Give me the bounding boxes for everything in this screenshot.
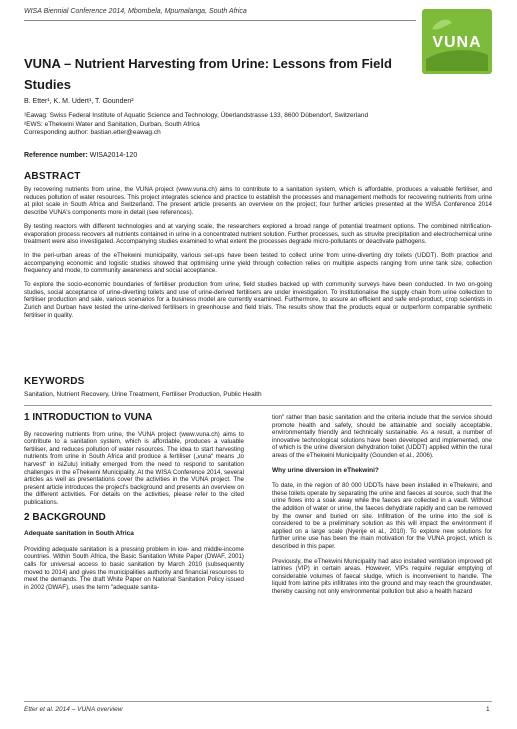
- abstract-paragraph: In the peri-urban areas of the eThekwini municipality, various set-ups have been tested to collect urine from urine-diverting dry toilets (UDDT). Both practice and accompanying economic and logistic studies showed that optimising urine yield through collection relies on multiple aspects ranging from urine tank size, collection frequency and mode, to community awareness and social acceptance.: [24, 251, 492, 275]
- body-paragraph: tion" rather than basic sanitation and the criteria include that the service should promote health and safety, should be attainable and socially acceptable, environmentally friendly and technically sustainable. As a result, a number of innovative technological solutions have been developed and implemented, one of which is the urine diversion dehydration toilet (UDDT) applied within the rural areas of the eThekwini Municipality (Gounden et al., 2006).: [272, 414, 492, 459]
- background-subheading: Adequate sanitation in South Africa: [24, 530, 134, 538]
- abstract-paragraph: By testing reactors with different technologies and at varying scale, the researchers explored a broad range of potential treatment options. The combined nitrification-evaporation process recovers all nutrients contained in urine in a concentrated nutrient solution. Further processes, such as struvite precipitation and electrochemical urine treatment were also investigated. Accompanying studies examined to what extent the processes degrade micro-pollutants or deactivate pathogens.: [24, 222, 492, 246]
- affiliations: [24, 112, 464, 138]
- affiliation-2: ²EWS: eThekwini Water and Sanitation, Durban, South Africa: [24, 120, 200, 128]
- abstract-paragraph: To explore the socio-economic boundaries of fertiliser production from urine, field studies backed up with community surveys have been conducted. In two on-going studies, social acceptance of urine-diverting toilets and use of urine-derived fertilisers are under investigation. To institutionalise the supply chain from urine collection to fertiliser production and sale, various scenarios for a business model are currently examined. Furthermore, to assure an efficient and safe end-product, crop scientists in Zurich and Durban have tested the urine-derived fertilisers in greenhouse and field trials. The results show that the products equal or outperform comparable synthetic fertiliser in quality.: [24, 281, 492, 319]
- keywords-divider: [24, 405, 492, 406]
- paper-title: VUNA – Nutrient Harvesting from Urine: Lessons from Field Studies: [24, 56, 392, 92]
- author-list: B. Etter¹, K. M. Udert¹, T. Gounden²: [24, 98, 134, 105]
- header-divider: [24, 20, 416, 21]
- abstract-paragraph: By recovering nutrients from urine, the VUNA project (www.vuna.ch) aims to contribute to a sanitation system, which is affordable, produces a valuable fertiliser, and reduces pollution of water resources. This project integrates science and practice to establish the processes and management methods for recovering nutrients from urine at pilot scale in South Africa and Switzerland. The present article presents an overview on the project; four further articles presented at the WISA Conference 2014 describe VUNA's components more in detail (see references).: [24, 186, 492, 217]
- intro-paragraph: By recovering nutrients from urine, the VUNA project (www.vuna.ch) aims to contribute to a sanitation system, which is affordable, produces a valuable fertiliser, and reduces pollution of water resources. The idea to start harvesting nutrients from urine in South Africa and produce a fertiliser („vuna“ means „to harvest“ in isiZulu) initially emerged from the need to respond to sanitation challenges in the eThekwini Municipality. At the WISA Conference 2014, several articles as well as presentations cover the activities in the VUNA project. The present article introduces the project's background and presents an overview on the different activities. For details on the activities, please refer to the cited publications.: [24, 430, 244, 506]
- background-heading: 2 BACKGROUND: [24, 511, 106, 523]
- background-paragraph: Providing adequate sanitation is a pressing problem in low- and middle-income countries. Within South Africa, the Basic Sanitation White Paper (DWAF, 2001) calls for universal access to basic sanitation by March 2010 (subsequently moved to 2014) and gives the municipalities authority and financial resources to meet the demands. The draft White Paper on National Sanitation Policy issued in 2002 (DWAF), uses the term "adequate sanita-: [24, 545, 244, 591]
- vuna-logo: [422, 9, 492, 74]
- body-paragraph: To date, in the region of 80 000 UDDTs have been installed in eThekwini, and these toilets operate by separating the urine and faeces at source, such that the urine flows into a soak away while the faeces are collected in a vault. Without the addition of water or urine, the faeces dehydrate rapidly and can be removed by the owner and buried on site. Infiltration of the urine into the soil is considered to be a preliminary solution as this will impact the environment if applied on a large scale (Nyenje et al., 2010). To explore new solutions for further urine use has been the main motivation for the VUNA project, which is described in this paper.: [272, 482, 492, 550]
- keywords-heading: KEYWORDS: [24, 376, 85, 387]
- left-column: [24, 414, 244, 598]
- corresponding-author: Corresponding author: bastian.etter@eawag.ch: [24, 129, 161, 136]
- reference-label: Reference number:: [24, 152, 88, 159]
- right-column: [272, 414, 492, 602]
- body-paragraph: Previously, the eThekwini Municipality had also installed ventilation improved pit latrines (VIP) in certain areas. However, VIPs require regular emptying of considerable volumes of faecal sludge, which is inconvenient to handle. The liquid from latrine pits infiltrates into the ground and may reach the groundwater, thereby causing not only environmental pollution but also a health hazard: [272, 557, 492, 595]
- page-number: 1: [486, 706, 490, 713]
- affiliation-1: ¹Eawag: Swiss Federal Institute of Aquatic Science and Technology, Überlandstrasse 133, 8600 Dübendorf, Switzerland: [24, 112, 369, 119]
- footer-divider: [24, 701, 492, 702]
- logo-wordmark: VUNA: [432, 34, 482, 51]
- abstract-body: [24, 186, 492, 326]
- intro-heading: 1 INTRODUCTION to VUNA: [24, 412, 153, 423]
- reference-value: WISA2014-120: [89, 152, 138, 159]
- conference-header: WISA Biennial Conference 2014, Mbombela, Mpumalanga, South Africa: [24, 8, 247, 15]
- reference-number: [24, 152, 137, 159]
- abstract-heading: ABSTRACT: [24, 171, 81, 182]
- keywords-text: Sanitation, Nutrient Recovery, Urine Treatment, Fertiliser Production, Public Health: [24, 391, 262, 398]
- urine-diversion-subheading: Why urine diversion in eThekwini?: [272, 466, 379, 474]
- footer-citation: Etter et al. 2014 – VUNA overview: [24, 706, 123, 713]
